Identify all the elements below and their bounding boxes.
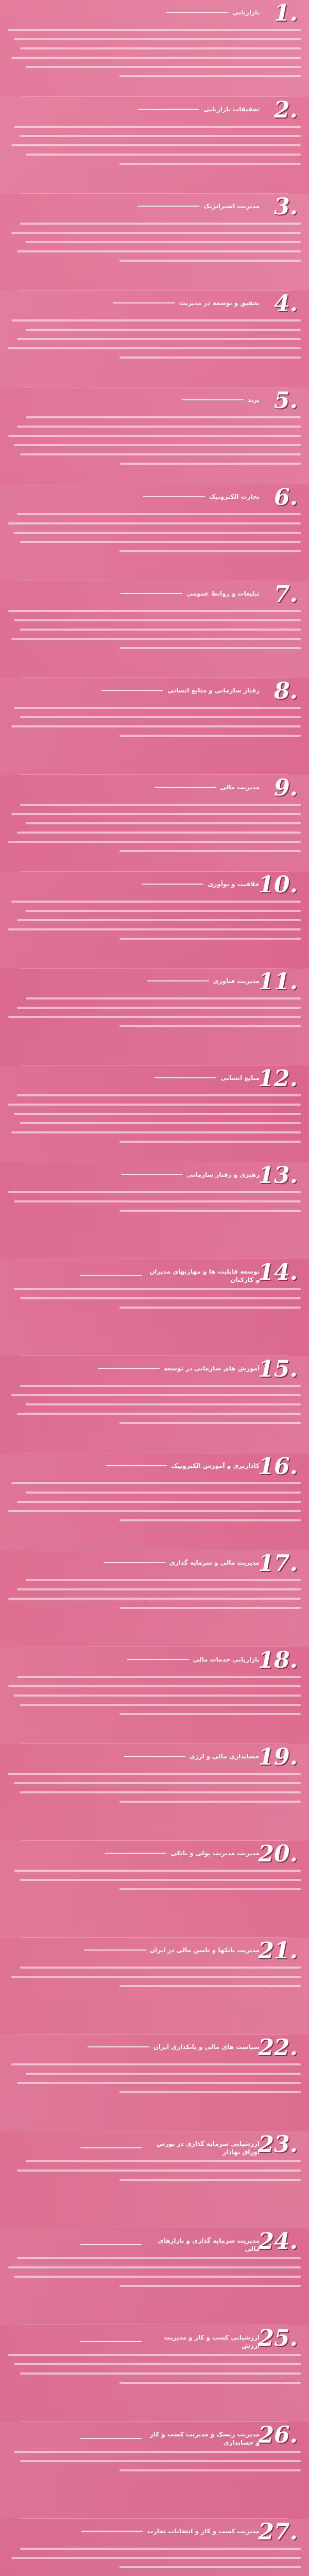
- title-divider: [104, 1562, 165, 1563]
- text-line: [26, 822, 301, 824]
- section-body-text: [8, 901, 301, 947]
- text-line: [17, 1007, 301, 1009]
- title-divider: [166, 12, 228, 13]
- text-line: [26, 2160, 301, 2162]
- section-title-row: [106, 1462, 260, 1470]
- text-line: [20, 223, 301, 225]
- text-line: [8, 29, 301, 31]
- text-line: [8, 1685, 301, 1687]
- section-11: [0, 969, 309, 1065]
- text-line: [17, 832, 301, 834]
- text-line: [20, 629, 301, 631]
- section-title: حسابداری مالی و ارزی: [189, 1752, 260, 1760]
- section-number: 27.: [258, 2518, 298, 2545]
- section-title: آموزش های سازمانی در توسعه: [164, 1365, 260, 1372]
- section-title-row: [104, 1558, 260, 1567]
- section-title: خلاقیت و نوآوری: [208, 880, 260, 888]
- section-title-row: [147, 977, 260, 985]
- text-line: [26, 1403, 301, 1405]
- section-body-text: [8, 2451, 301, 2479]
- section-title-row: [166, 8, 260, 16]
- section-body-text: [8, 1482, 301, 1529]
- text-line: [8, 435, 301, 437]
- text-line: [17, 513, 301, 515]
- section-title-row: [138, 202, 260, 210]
- title-divider: [80, 2438, 142, 2439]
- text-line: [20, 453, 301, 455]
- section-number: 26.: [258, 2421, 298, 2448]
- text-line: [26, 997, 301, 999]
- section-23: [0, 2131, 309, 2228]
- section-title: مدیریت کسب و کار و انتخابات تجارت: [147, 2527, 260, 2535]
- title-divider: [124, 1756, 185, 1757]
- text-line: [119, 1985, 301, 1987]
- text-line: [17, 1094, 301, 1096]
- section-title: مدیریت فناوری: [213, 977, 260, 985]
- section-number: 8.: [274, 678, 298, 705]
- section-body-text: [8, 1579, 301, 1616]
- text-line: [119, 1141, 301, 1143]
- text-line: [20, 1385, 301, 1387]
- title-divider: [80, 1275, 142, 1276]
- text-line: [8, 1016, 301, 1018]
- section-title-row: [88, 2043, 260, 2051]
- section-title: سیاست های مالی و بانکداری ایران: [153, 2043, 260, 2050]
- text-line: [14, 1870, 301, 1872]
- section-5: [0, 387, 309, 484]
- text-line: [119, 463, 301, 465]
- text-line: [11, 144, 301, 146]
- text-line: [14, 619, 301, 621]
- text-line: [14, 1694, 301, 1697]
- text-line: [119, 260, 301, 262]
- section-title: تحقیق و توسعه در مدیریت: [179, 299, 260, 307]
- section-number: 23.: [258, 2131, 298, 2158]
- text-line: [20, 1791, 301, 1793]
- text-line: [17, 2082, 301, 2084]
- title-divider: [88, 2046, 149, 2047]
- text-line: [14, 1782, 301, 1784]
- text-line: [119, 2285, 301, 2287]
- section-title-row: [80, 2430, 260, 2447]
- text-line: [14, 1200, 301, 1202]
- section-title-row: [138, 105, 260, 113]
- text-line: [26, 910, 301, 912]
- text-line: [119, 1801, 301, 1803]
- title-divider: [154, 787, 216, 788]
- section-body-text: [8, 223, 301, 269]
- text-line: [17, 1588, 301, 1590]
- section-title: مدیریت مالی و سرمایه گذاری: [169, 1558, 260, 1566]
- section-title: رفتار سازمانی و منابع انسانی: [167, 687, 260, 694]
- title-divider: [113, 302, 175, 303]
- text-line: [20, 1297, 301, 1299]
- text-line: [119, 1888, 301, 1890]
- section-title: بازاریابی خدمات مالی: [193, 1655, 260, 1663]
- section-26: [0, 2422, 309, 2519]
- text-line: [17, 1501, 301, 1503]
- text-line: [11, 725, 301, 727]
- section-title-row: [143, 493, 260, 501]
- text-line: [20, 804, 301, 806]
- section-14: [0, 1259, 309, 1356]
- section-title-row: [80, 2140, 260, 2156]
- section-title-row: [80, 1267, 260, 1284]
- title-divider: [80, 2147, 142, 2148]
- section-title: تبلیغات و روابط عمومی: [186, 590, 260, 598]
- section-2: [0, 97, 309, 194]
- text-line: [119, 1519, 301, 1521]
- text-line: [8, 841, 301, 843]
- section-title: ارزشیابی سرمایه گذاری در بورس اوراق بهادار: [157, 2140, 260, 2156]
- section-title: منابع انسانی: [220, 1074, 260, 1082]
- text-line: [26, 416, 301, 418]
- text-line: [20, 47, 301, 49]
- text-line: [14, 2276, 301, 2278]
- text-line: [14, 126, 301, 128]
- text-line: [20, 135, 301, 137]
- section-number: 4.: [274, 291, 298, 317]
- text-line: [119, 357, 301, 359]
- title-divider: [138, 109, 199, 110]
- title-divider: [81, 2531, 143, 2532]
- text-line: [26, 241, 301, 243]
- section-number: 7.: [274, 581, 298, 608]
- section-body-text: [8, 29, 301, 84]
- section-body-text: [8, 319, 301, 366]
- text-line: [8, 1773, 301, 1775]
- text-line: [17, 2257, 301, 2259]
- text-line: [14, 2451, 301, 2453]
- section-number: 25.: [258, 2325, 298, 2351]
- text-line: [14, 1288, 301, 1290]
- section-title-row: [84, 1946, 260, 1954]
- text-line: [119, 75, 301, 77]
- section-title: مدیریت استراتژیک: [203, 202, 260, 210]
- text-line: [26, 2073, 301, 2075]
- text-line: [17, 1676, 301, 1678]
- section-title: مدیریت مدیریت پولی و بانکی: [170, 1849, 260, 1857]
- section-title-row: [121, 589, 260, 598]
- section-body-text: [8, 1967, 301, 1994]
- title-divider: [138, 206, 199, 207]
- section-number: 5.: [274, 387, 298, 414]
- section-body-text: [8, 2354, 301, 2391]
- text-line: [8, 2354, 301, 2356]
- text-line: [119, 2179, 301, 2181]
- text-line: [26, 66, 301, 68]
- section-body-text: [8, 610, 301, 656]
- text-line: [14, 444, 301, 446]
- section-6: [0, 484, 309, 581]
- text-line: [119, 2382, 301, 2384]
- text-line: [11, 319, 301, 321]
- section-number: 19.: [258, 1743, 298, 1770]
- section-body-text: [8, 707, 301, 744]
- text-line: [17, 2170, 301, 2172]
- title-divider: [127, 1659, 189, 1660]
- section-number: 9.: [274, 775, 298, 802]
- section-16: [0, 1453, 309, 1550]
- section-title: بازاریابی: [232, 9, 260, 16]
- text-line: [17, 338, 301, 340]
- section-25: [0, 2325, 309, 2422]
- text-line: [20, 1704, 301, 1706]
- title-divider: [80, 2244, 142, 2245]
- section-number: 3.: [274, 194, 298, 221]
- section-4: [0, 291, 309, 387]
- section-title-row: [98, 1364, 260, 1372]
- section-number: 12.: [258, 1065, 298, 1092]
- section-title: مدیریت بانکها و تامین مالی در ایران: [149, 1946, 260, 1954]
- section-number: 15.: [258, 1356, 298, 1383]
- text-line: [17, 1413, 301, 1415]
- section-18: [0, 1647, 309, 1744]
- section-title-row: [80, 2333, 260, 2350]
- section-number: 17.: [258, 1550, 298, 1577]
- text-line: [8, 1104, 301, 1106]
- section-title-row: [105, 1849, 260, 1857]
- section-title: ارزشیابی کسب و کار و مدیریت ارزش: [164, 2333, 260, 2349]
- text-line: [11, 1131, 301, 1133]
- text-line: [119, 2566, 301, 2568]
- title-divider: [147, 980, 209, 981]
- title-divider: [142, 884, 203, 885]
- section-number: 21.: [258, 1937, 298, 1964]
- section-title: مدیریت ریسک و مدیریت کسب و کار و حسابداری: [149, 2430, 260, 2446]
- section-title: تجارت الکترونیک: [209, 493, 260, 501]
- section-17: [0, 1550, 309, 1647]
- text-line: [14, 2363, 301, 2365]
- text-line: [119, 550, 301, 552]
- text-line: [119, 850, 301, 852]
- section-10: [0, 872, 309, 969]
- section-22: [0, 2035, 309, 2131]
- text-line: [20, 1967, 301, 1969]
- section-body-text: [8, 126, 301, 172]
- title-divider: [105, 1853, 166, 1854]
- title-divider: [84, 1950, 146, 1951]
- title-divider: [143, 496, 205, 497]
- section-21: [0, 1938, 309, 2035]
- section-title: مدیریت سرمایه گذاری و بازارهای مالی: [158, 2236, 260, 2252]
- section-body-text: [8, 1288, 301, 1316]
- text-line: [11, 232, 301, 234]
- section-body-text: [8, 2160, 301, 2188]
- text-line: [11, 1394, 301, 1396]
- section-title-row: [80, 2236, 260, 2253]
- title-divider: [106, 1465, 167, 1466]
- text-line: [8, 1510, 301, 1512]
- text-line: [11, 638, 301, 640]
- text-line: [11, 1976, 301, 1978]
- section-body-text: [8, 997, 301, 1035]
- text-line: [119, 1607, 301, 1609]
- text-line: [20, 1122, 301, 1124]
- text-line: [119, 1210, 301, 1212]
- section-title-row: [101, 686, 260, 694]
- text-line: [26, 154, 301, 156]
- section-body-text: [8, 1094, 301, 1150]
- section-number: 10.: [258, 872, 298, 899]
- title-divider: [121, 593, 182, 594]
- section-number: 16.: [258, 1453, 298, 1480]
- section-number: 6.: [274, 484, 298, 511]
- text-line: [11, 2557, 301, 2559]
- section-8: [0, 678, 309, 775]
- text-line: [20, 541, 301, 543]
- section-body-text: [8, 2063, 301, 2100]
- text-line: [20, 2460, 301, 2462]
- section-body-text: [8, 1676, 301, 1722]
- text-line: [20, 2372, 301, 2375]
- section-title-row: [121, 1171, 260, 1179]
- text-line: [119, 1025, 301, 1027]
- section-12: [0, 1065, 309, 1162]
- text-line: [11, 901, 301, 903]
- section-15: [0, 1356, 309, 1453]
- section-number: 2.: [274, 97, 298, 124]
- text-line: [119, 2469, 301, 2471]
- section-3: [0, 194, 309, 291]
- section-number: 14.: [258, 1259, 298, 1286]
- section-19: [0, 1744, 309, 1841]
- text-line: [8, 610, 301, 612]
- text-line: [14, 532, 301, 534]
- text-line: [8, 2266, 301, 2268]
- section-title-row: [113, 299, 260, 307]
- text-line: [11, 2063, 301, 2065]
- section-title-row: [182, 396, 260, 404]
- text-line: [26, 1579, 301, 1581]
- section-body-text: [8, 1191, 301, 1219]
- title-divider: [98, 1368, 160, 1369]
- text-line: [119, 647, 301, 649]
- text-line: [8, 1598, 301, 1600]
- section-number: 18.: [258, 1647, 298, 1673]
- section-body-text: [8, 2257, 301, 2294]
- section-number: 13.: [258, 1162, 298, 1189]
- text-line: [8, 1191, 301, 1193]
- text-line: [119, 938, 301, 940]
- section-20: [0, 1841, 309, 1938]
- text-line: [119, 163, 301, 165]
- section-24: [0, 2228, 309, 2325]
- text-line: [20, 2548, 301, 2550]
- text-line: [14, 38, 301, 40]
- section-number: 1.: [274, 0, 298, 26]
- section-1: [0, 0, 309, 97]
- text-line: [11, 813, 301, 815]
- text-line: [119, 735, 301, 737]
- text-line: [119, 1713, 301, 1715]
- text-line: [14, 1113, 301, 1115]
- text-line: [119, 1422, 301, 1424]
- title-divider: [182, 399, 244, 400]
- section-title-row: [154, 1074, 260, 1082]
- section-title: کاداربری و آموزش الکترونیک: [171, 1462, 260, 1469]
- section-title-row: [81, 2527, 260, 2535]
- section-number: 20.: [258, 1840, 298, 1867]
- text-line: [119, 2091, 301, 2093]
- section-title-row: [142, 880, 260, 888]
- text-line: [17, 250, 301, 252]
- text-line: [8, 928, 301, 930]
- text-line: [11, 1482, 301, 1484]
- title-divider: [80, 2341, 142, 2342]
- text-line: [26, 1492, 301, 1494]
- section-number: 24.: [258, 2228, 298, 2255]
- section-title: تحقیقات بازاریابی: [203, 106, 260, 113]
- text-line: [17, 426, 301, 428]
- text-line: [17, 919, 301, 921]
- section-title: رهبری و رفتار سازمانی: [186, 1171, 260, 1179]
- section-body-text: [8, 804, 301, 859]
- text-line: [119, 1307, 301, 1309]
- section-body-text: [8, 513, 301, 560]
- section-body-text: [8, 1870, 301, 1897]
- section-title: مدیریت مالی: [220, 784, 260, 791]
- section-number: 11.: [258, 969, 298, 995]
- section-body-text: [8, 2548, 301, 2575]
- title-divider: [101, 690, 163, 691]
- text-line: [20, 1879, 301, 1881]
- section-number: 22.: [258, 2034, 298, 2061]
- section-title-row: [154, 783, 260, 791]
- section-7: [0, 581, 309, 678]
- section-body-text: [8, 1385, 301, 1431]
- section-body-text: [8, 416, 301, 472]
- text-line: [14, 707, 301, 709]
- section-title: برند: [247, 396, 260, 404]
- section-13: [0, 1162, 309, 1259]
- text-line: [8, 347, 301, 349]
- text-line: [20, 716, 301, 718]
- text-line: [8, 522, 301, 524]
- text-line: [26, 329, 301, 331]
- section-title: توسعه قابلیت ها و مهارتهای مدیران و کارکنان: [149, 1268, 260, 1284]
- title-divider: [154, 1077, 216, 1078]
- text-line: [11, 57, 301, 59]
- section-body-text: [8, 1773, 301, 1810]
- section-9: [0, 775, 309, 872]
- section-27: [0, 2519, 309, 2576]
- title-divider: [121, 1174, 183, 1175]
- section-title-row: [124, 1752, 260, 1760]
- section-title-row: [127, 1655, 260, 1664]
